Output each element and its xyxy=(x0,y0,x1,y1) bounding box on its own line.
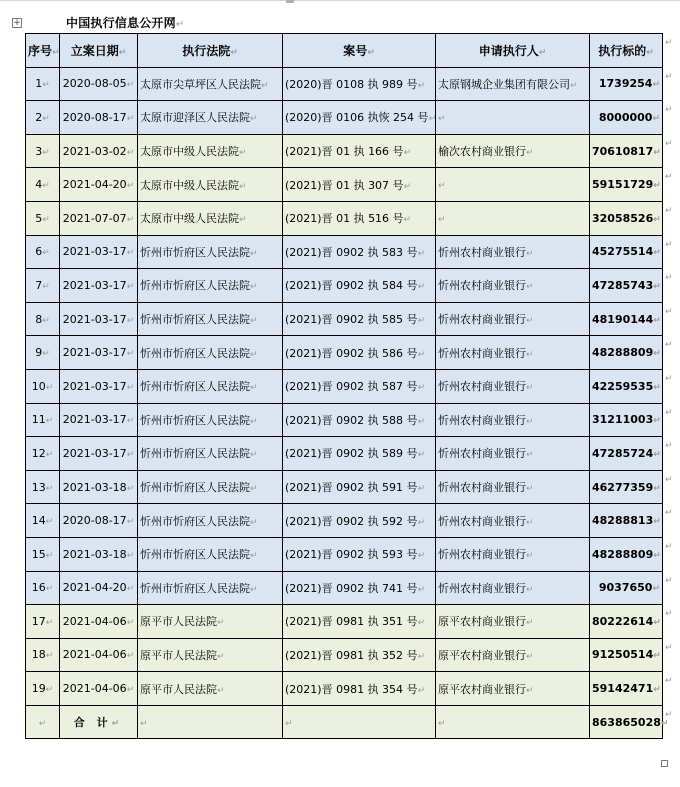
seq-cell: 4↵ xyxy=(26,168,60,202)
court-cell: 忻州市忻府区人民法院↵ xyxy=(138,504,283,538)
row-end-mark-icon: ↵ xyxy=(665,474,673,485)
table-row xyxy=(26,672,663,706)
amount-cell: 59151729↵ xyxy=(590,168,663,202)
table-row xyxy=(26,605,663,639)
table-row xyxy=(26,336,663,370)
applicant-cell: 忻州农村商业银行↵ xyxy=(436,470,590,504)
header-court: 执行法院↵ xyxy=(138,34,283,68)
ruler-marker xyxy=(286,0,294,3)
seq-cell: 14↵ xyxy=(26,504,60,538)
date-cell: 2021-04-06↵ xyxy=(60,638,138,672)
date-cell: 2021-04-06↵ xyxy=(60,672,138,706)
court-cell: 太原市中级人民法院↵ xyxy=(138,134,283,168)
total-amount-cell: 863865028↵ xyxy=(590,705,663,739)
applicant-cell: 忻州农村商业银行↵ xyxy=(436,336,590,370)
date-cell: 2021-03-17↵ xyxy=(60,369,138,403)
applicant-cell: 忻州农村商业银行↵ xyxy=(436,537,590,571)
amount-cell: 31211003↵ xyxy=(590,403,663,437)
seq-cell: 8↵ xyxy=(26,302,60,336)
row-end-mark-icon: ↵ xyxy=(665,407,673,418)
header-amount: 执行标的↵ xyxy=(590,34,663,68)
date-cell: 2020-08-17↵ xyxy=(60,101,138,135)
date-cell: 2021-03-17↵ xyxy=(60,437,138,471)
applicant-cell: 太原钢城企业集团有限公司↵ xyxy=(436,67,590,101)
court-cell: 忻州市忻府区人民法院↵ xyxy=(138,336,283,370)
paragraph-mark-icon: ↵ xyxy=(175,19,185,30)
applicant-cell: 原平农村商业银行↵ xyxy=(436,605,590,639)
case-no-cell: (2021)晋 0902 执 589 号↵ xyxy=(283,437,436,471)
applicant-cell: 忻州农村商业银行↵ xyxy=(436,403,590,437)
date-cell: 2021-03-02↵ xyxy=(60,134,138,168)
table-row xyxy=(26,537,663,571)
applicant-cell: ↵ xyxy=(436,201,590,235)
header-seq: 序号↵ xyxy=(26,34,60,68)
table-row xyxy=(26,134,663,168)
amount-cell: 9037650↵ xyxy=(590,571,663,605)
court-cell: 忻州市忻府区人民法院↵ xyxy=(138,369,283,403)
row-end-mark-icon: ↵ xyxy=(665,105,673,116)
table-row xyxy=(26,101,663,135)
row-end-mark-icon: ↵ xyxy=(665,38,673,48)
seq-cell: 11↵ xyxy=(26,403,60,437)
date-cell: 2020-08-05↵ xyxy=(60,67,138,101)
applicant-cell: 忻州农村商业银行↵ xyxy=(436,235,590,269)
court-cell: 忻州市忻府区人民法院↵ xyxy=(138,537,283,571)
seq-cell: 16↵ xyxy=(26,571,60,605)
table-row xyxy=(26,302,663,336)
seq-cell: 1↵ xyxy=(26,67,60,101)
case-no-cell: (2021)晋 0902 执 584 号↵ xyxy=(283,269,436,303)
applicant-cell: 榆次农村商业银行↵ xyxy=(436,134,590,168)
amount-cell: 32058526↵ xyxy=(590,201,663,235)
seq-cell: 7↵ xyxy=(26,269,60,303)
case-no-cell: (2021)晋 0902 执 593 号↵ xyxy=(283,537,436,571)
court-cell: 忻州市忻府区人民法院↵ xyxy=(138,302,283,336)
document-caption xyxy=(66,14,184,31)
row-end-mark-icon: ↵ xyxy=(665,306,673,317)
table-row xyxy=(26,470,663,504)
amount-cell: 59142471↵ xyxy=(590,672,663,706)
header-applicant: 申请执行人↵ xyxy=(436,34,590,68)
table-row xyxy=(26,369,663,403)
total-court-cell: ↵ xyxy=(138,705,283,739)
case-no-cell: (2020)晋 0106 执恢 254 号↵ xyxy=(283,101,436,135)
table-resize-handle[interactable] xyxy=(661,760,668,767)
seq-cell: 9↵ xyxy=(26,336,60,370)
row-end-mark-icon: ↵ xyxy=(665,710,673,720)
amount-cell: 42259535↵ xyxy=(590,369,663,403)
amount-cell: 8000000↵ xyxy=(590,101,663,135)
row-end-mark-icon: ↵ xyxy=(665,642,673,653)
amount-cell: 48288809↵ xyxy=(590,537,663,571)
execution-cases-table xyxy=(25,33,669,739)
row-end-mark-icon: ↵ xyxy=(665,340,673,351)
case-no-cell: (2021)晋 0902 执 587 号↵ xyxy=(283,369,436,403)
court-cell: 太原市中级人民法院↵ xyxy=(138,168,283,202)
date-cell: 2021-04-20↵ xyxy=(60,571,138,605)
applicant-cell: ↵ xyxy=(436,168,590,202)
row-end-mark-icon: ↵ xyxy=(665,441,673,452)
row-end-mark-icon: ↵ xyxy=(665,575,673,586)
caption-text: 中国执行信息公开网 xyxy=(66,16,176,30)
applicant-cell: 忻州农村商业银行↵ xyxy=(436,269,590,303)
amount-cell: 1739254↵ xyxy=(590,67,663,101)
date-cell: 2021-04-06↵ xyxy=(60,605,138,639)
amount-cell: 48190144↵ xyxy=(590,302,663,336)
seq-cell: 2↵ xyxy=(26,101,60,135)
total-row xyxy=(26,705,663,739)
applicant-cell: 忻州农村商业银行↵ xyxy=(436,504,590,538)
table-row xyxy=(26,168,663,202)
applicant-cell: ↵ xyxy=(436,101,590,135)
seq-cell: 18↵ xyxy=(26,638,60,672)
table-row xyxy=(26,403,663,437)
case-no-cell: (2020)晋 0108 执 989 号↵ xyxy=(283,67,436,101)
applicant-cell: 忻州农村商业银行↵ xyxy=(436,302,590,336)
table-row xyxy=(26,201,663,235)
table-header-row xyxy=(26,34,663,68)
row-end-mark-icon: ↵ xyxy=(665,542,673,552)
case-no-cell: (2021)晋 0981 执 351 号↵ xyxy=(283,605,436,639)
table-body xyxy=(26,67,669,739)
court-cell: 原平市人民法院↵ xyxy=(138,638,283,672)
amount-cell: 80222614↵ xyxy=(590,605,663,639)
date-cell: 2021-03-18↵ xyxy=(60,537,138,571)
court-cell: 忻州市忻府区人民法院↵ xyxy=(138,269,283,303)
header-case-no: 案号↵ xyxy=(283,34,436,68)
applicant-cell: 原平农村商业银行↵ xyxy=(436,672,590,706)
amount-cell: 47285743↵ xyxy=(590,269,663,303)
table-row xyxy=(26,437,663,471)
header-date: 立案日期↵ xyxy=(60,34,138,68)
page-top-edge xyxy=(0,0,680,1)
date-cell: 2021-03-17↵ xyxy=(60,235,138,269)
applicant-cell: 原平农村商业银行↵ xyxy=(436,638,590,672)
seq-cell: 13↵ xyxy=(26,470,60,504)
amount-cell: 91250514↵ xyxy=(590,638,663,672)
row-end-mark-icon: ↵ xyxy=(665,206,673,216)
applicant-cell: 忻州农村商业银行↵ xyxy=(436,437,590,471)
case-no-cell: (2021)晋 0902 执 741 号↵ xyxy=(283,571,436,605)
total-label-cell: 合 计↵ xyxy=(60,705,138,739)
date-cell: 2021-03-18↵ xyxy=(60,470,138,504)
amount-cell: 70610817↵ xyxy=(590,134,663,168)
table-row xyxy=(26,571,663,605)
date-cell: 2021-03-17↵ xyxy=(60,302,138,336)
row-end-mark-icon: ↵ xyxy=(665,71,673,82)
date-cell: 2020-08-17↵ xyxy=(60,504,138,538)
table-row xyxy=(26,269,663,303)
row-end-mark-icon: ↵ xyxy=(665,676,673,687)
seq-cell: 3↵ xyxy=(26,134,60,168)
court-cell: 太原市尖草坪区人民法院↵ xyxy=(138,67,283,101)
case-no-cell: (2021)晋 0902 执 583 号↵ xyxy=(283,235,436,269)
case-no-cell: (2021)晋 01 执 307 号↵ xyxy=(283,168,436,202)
seq-cell: 19↵ xyxy=(26,672,60,706)
case-no-cell: (2021)晋 0902 执 591 号↵ xyxy=(283,470,436,504)
seq-cell: 17↵ xyxy=(26,605,60,639)
court-cell: 原平市人民法院↵ xyxy=(138,672,283,706)
applicant-cell: 忻州农村商业银行↵ xyxy=(436,571,590,605)
court-cell: 忻州市忻府区人民法院↵ xyxy=(138,571,283,605)
court-cell: 太原市迎泽区人民法院↵ xyxy=(138,101,283,135)
case-no-cell: (2021)晋 0902 执 592 号↵ xyxy=(283,504,436,538)
case-no-cell: (2021)晋 0981 执 352 号↵ xyxy=(283,638,436,672)
row-end-mark-icon: ↵ xyxy=(665,138,673,149)
applicant-cell: 忻州农村商业银行↵ xyxy=(436,369,590,403)
court-cell: 原平市人民法院↵ xyxy=(138,605,283,639)
row-end-mark-icon: ↵ xyxy=(665,609,673,620)
court-cell: 太原市中级人民法院↵ xyxy=(138,201,283,235)
seq-cell: 5↵ xyxy=(26,201,60,235)
date-cell: 2021-03-17↵ xyxy=(60,269,138,303)
court-cell: 忻州市忻府区人民法院↵ xyxy=(138,470,283,504)
court-cell: 忻州市忻府区人民法院↵ xyxy=(138,235,283,269)
row-end-mark-icon: ↵ xyxy=(665,374,673,384)
case-no-cell: (2021)晋 0981 执 354 号↵ xyxy=(283,672,436,706)
seq-cell: 6↵ xyxy=(26,235,60,269)
row-end-mark-icon: ↵ xyxy=(665,239,673,250)
amount-cell: 46277359↵ xyxy=(590,470,663,504)
case-no-cell: (2021)晋 0902 执 588 号↵ xyxy=(283,403,436,437)
seq-cell: 15↵ xyxy=(26,537,60,571)
court-cell: 忻州市忻府区人民法院↵ xyxy=(138,403,283,437)
case-no-cell: (2021)晋 01 执 166 号↵ xyxy=(283,134,436,168)
total-seq-cell: ↵ xyxy=(26,705,60,739)
case-no-cell: (2021)晋 01 执 516 号↵ xyxy=(283,201,436,235)
total-case-cell: ↵ xyxy=(283,705,436,739)
table-row xyxy=(26,504,663,538)
row-end-mark-icon: ↵ xyxy=(665,172,673,183)
date-cell: 2021-03-17↵ xyxy=(60,336,138,370)
amount-cell: 47285724↵ xyxy=(590,437,663,471)
seq-cell: 12↵ xyxy=(26,437,60,471)
case-no-cell: (2021)晋 0902 执 585 号↵ xyxy=(283,302,436,336)
court-cell: 忻州市忻府区人民法院↵ xyxy=(138,437,283,471)
case-no-cell: (2021)晋 0902 执 586 号↵ xyxy=(283,336,436,370)
row-end-mark-icon: ↵ xyxy=(665,508,673,519)
seq-cell: 10↵ xyxy=(26,369,60,403)
date-cell: 2021-07-07↵ xyxy=(60,201,138,235)
date-cell: 2021-03-17↵ xyxy=(60,403,138,437)
table-row xyxy=(26,638,663,672)
amount-cell: 48288813↵ xyxy=(590,504,663,538)
amount-cell: 45275514↵ xyxy=(590,235,663,269)
table-row xyxy=(26,67,663,101)
row-end-mark-icon: ↵ xyxy=(665,273,673,284)
total-applicant-cell: ↵ xyxy=(436,705,590,739)
amount-cell: 48288809↵ xyxy=(590,336,663,370)
table-row xyxy=(26,235,663,269)
date-cell: 2021-04-20↵ xyxy=(60,168,138,202)
table-move-handle-icon[interactable]: + xyxy=(13,18,21,28)
